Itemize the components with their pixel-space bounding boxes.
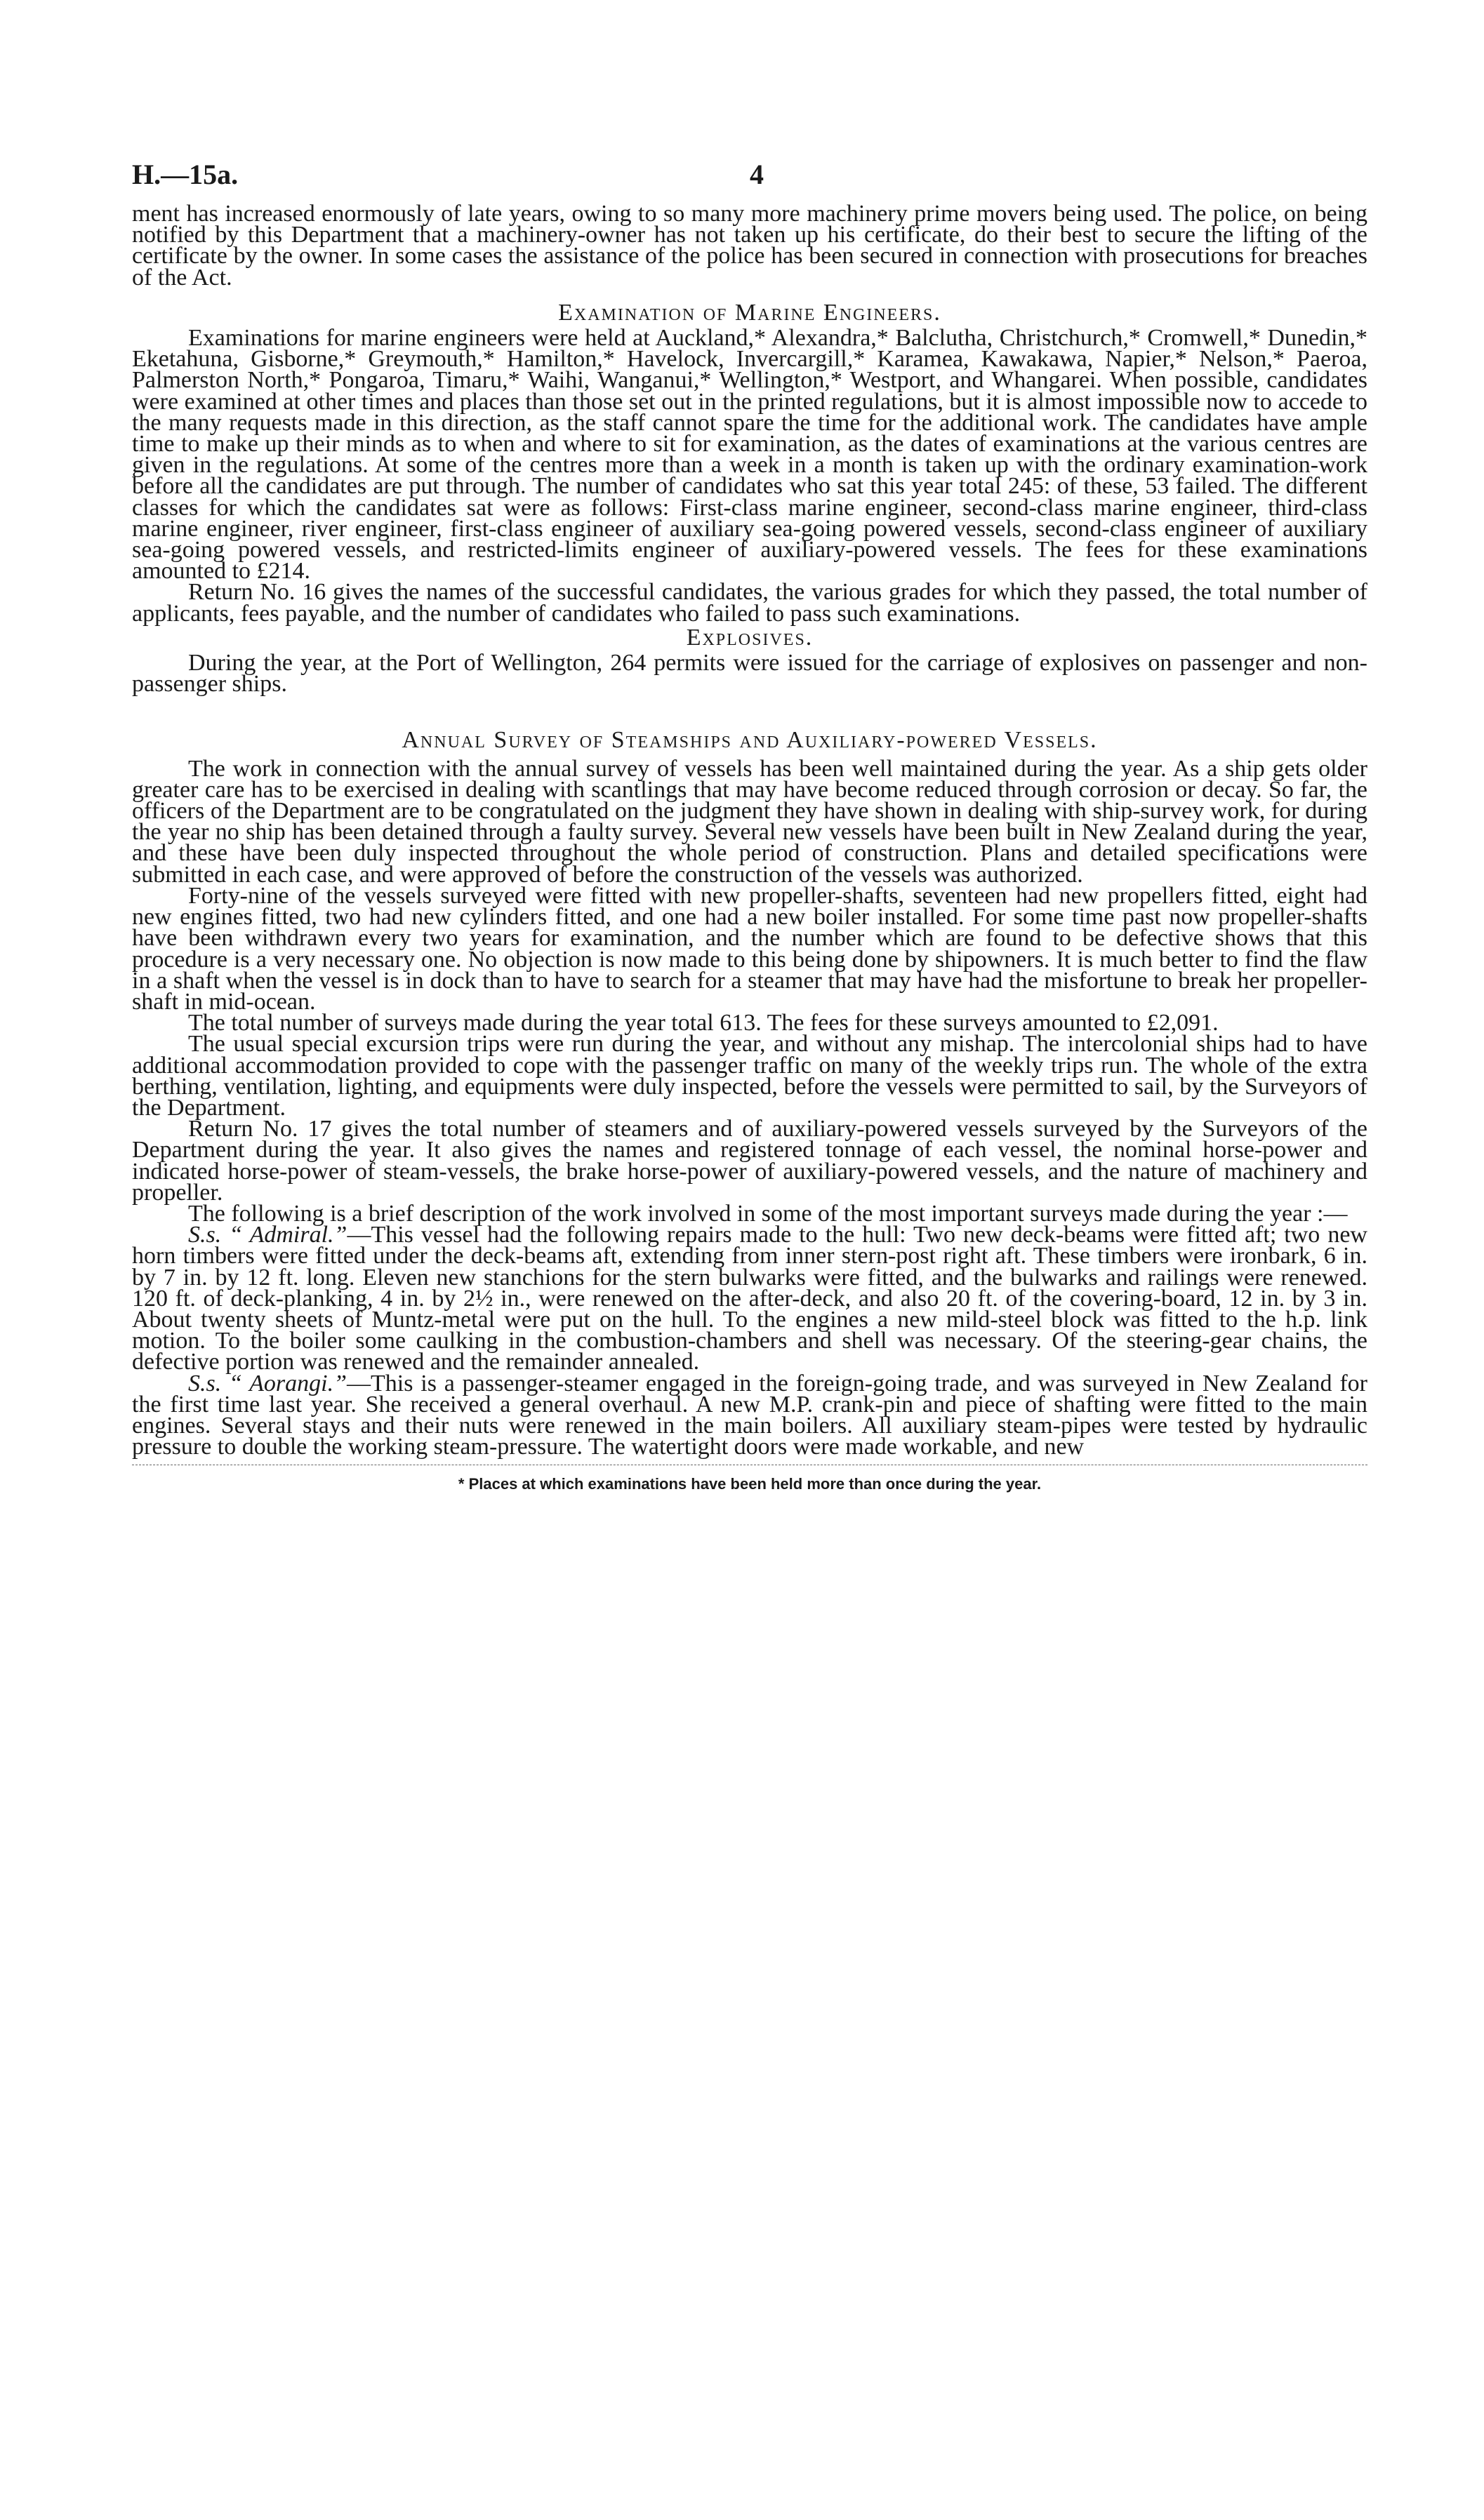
aorangi-text: —This is a passenger-steamer engaged in the foreign-going trade, and was surveyed in New Zealand for the first time last year. She received a general overhaul. A new M.P. crank-pin and piece of shafting were fitted to the main engines. Several stays and their nuts were renewed in the main boilers. All auxiliary steam-pipes were tested by hydraulic pressure to double the working steam-pressure. The watertight doors were made workable, and new: [132, 1370, 1367, 1460]
ship-name-admiral: S.s. “ Admiral.”: [188, 1222, 347, 1248]
paragraph-propeller-shafts: Forty-nine of the vessels surveyed were fitted with new propeller-shafts, seventeen had new propellers fitted, eight had new engines fitted, two had new cylinders fitted, and one had a new boiler installed. For some time past now propeller-shafts have been withdrawn every two years for examination, and the number which are found to be defective shows that this procedure is a very necessary one. No objection is now made to this being done by shipowners. It is much better to find the flaw in a shaft when the vessel is in dock than to have to search for a steamer that may have had the misfortune to break her propeller-shaft in mid-ocean.: [132, 882, 1367, 1015]
footnote: * Places at which examinations have been held more than once during the year.: [458, 1475, 1042, 1493]
paragraph-police: ment has increased enormously of late years, owing to so many more machinery prime movers being used. The police, on being notified by this Department that a machinery-owner has not taken up his certificate, do their best to secure the lifting of the certificate by the owner. In some cases the assistance of the police has been secured in connection with prosecutions for breaches of the Act.: [132, 201, 1367, 291]
paragraph-excursion-trips: The usual special excursion trips were run during the year, and without any mishap. The intercolonial ships had to have additional accommodation provided to cope with the passenger traffic on many of the weekly trips run. The whole of the extra berthing, ventilation, lighting, and equipments were duly inspected, before the vessels were permitted to sail, by the Surveyors of the Department.: [132, 1031, 1367, 1121]
page-header: [132, 161, 1367, 204]
paragraph-explosives: During the year, at the Port of Wellington, 264 permits were issued for the carriage of explosives on passenger and non-passenger ships.: [132, 650, 1367, 698]
paragraph-survey-work: The work in connection with the annual survey of vessels has been well maintained during the year. As a ship gets older greater care has to be exercised in dealing with scantlings that may have become reduced through corrosion or decay. So far, the officers of the Department are to be congratulated on the judgment they have shown in dealing with ship-survey work, for during the year no ship has been detained through a faulty survey. Several new vessels have been built in New Zealand during the year, and these have been duly inspected throughout the whole period of construction. Plans and detailed specifications were submitted in each case, and were approved of before the construction of the vessels was authorized.: [132, 755, 1367, 888]
admiral-text: —This vessel had the following repairs made to the hull: Two new deck-beams were fitted aft; two new horn timbers were fitted under the deck-beams aft, extending from inner stern-post right aft. These timbers were ironbark, 6 in. by 7 in. by 12 ft. long. Eleven new stanchions for the stern bulwarks were fitted, and the bulwarks and railings were renewed. 120 ft. of deck-planking, 4 in. by 2½ in., were renewed on the after-deck, and also 20 ft. of the covering-board, 12 in. by 3 in. About twenty sheets of Muntz-metal were put on the hull. To the engines a new mild-steel block was fitted to the h.p. link motion. To the boiler some caulking in the combustion-chambers and shell was necessary. Of the steering-gear chains, the defective portion was renewed and the remainder annealed.: [132, 1222, 1367, 1375]
heading-explosives: Explosives.: [686, 624, 814, 651]
paragraph-examinations: Examinations for marine engineers were held at Auckland,* Alexandra,* Balclutha, Christchurch,* Cromwell,* Dunedin,* Eketahuna, Gisborne,* Greymouth,* Hamilton,* Havelock, Invercargill,* Karamea, Kawakawa, Napier,* Nelson,* Paeroa, Palmerston North,* Pongaroa, Timaru,* Waihi, Wanganui,* Wellington,* Westport, and Whangarei. When possible, candidates were examined at other times and places than those set out in the printed regulations, but it is almost impossible now to accede to the many requests made in this direction, as the staff cannot spare the time for the additional work. The candidates have ample time to make up their minds as to when and where to sit for examination, as the dates of examinations at the various centres are given in the regulations. At some of the centres more than a week in a month is taken up with the ordinary examination-work before all the candidates are put through. The number of candidates who sat this year total 245: of these, 53 failed. The different classes for which the candidates sat were as follows: First-class marine engineer, second-class marine engineer, third-class marine engineer, river engineer, first-class engineer of auxiliary sea-going powered vessels, second-class engineer of auxiliary sea-going powered vessels, and restricted-limits engineer of auxiliary-powered vessels. The fees for these examinations amounted to £214.: [132, 325, 1367, 585]
document-reference: H.—15a.: [132, 159, 239, 190]
ship-name-aorangi: S.s. “ Aorangi.”: [188, 1370, 347, 1396]
paragraph-aorangi: [132, 1370, 1367, 1460]
paragraph-return-17: Return No. 17 gives the total number of steamers and of auxiliary-powered vessels surveyed by the Surveyors of the Department during the year. It also gives the names and registered tonnage of each vessel, the nominal horse-power and indicated horse-power of steam-vessels, the brake horse-power of auxiliary-powered vessels, and the nature of machinery and propeller.: [132, 1116, 1367, 1206]
paragraph-following: The following is a brief description of the work involved in some of the most important surveys made during the year :—: [188, 1200, 1348, 1227]
paragraph-total-surveys: The total number of surveys made during the year total 613. The fees for these surveys amounted to £2,091.: [188, 1010, 1219, 1036]
page-number: 4: [750, 159, 764, 190]
paragraph-return-16: Return No. 16 gives the names of the successful candidates, the various grades for which they passed, the total number of applicants, fees payable, and the number of candidates who failed to pass such examinations.: [132, 579, 1367, 627]
heading-marine-engineers: Examination of Marine Engineers.: [558, 299, 941, 326]
paragraph-admiral: [132, 1222, 1367, 1375]
heading-annual-survey: Annual Survey of Steamships and Auxiliary-powered Vessels.: [402, 727, 1098, 754]
document-page: [132, 161, 1367, 1493]
